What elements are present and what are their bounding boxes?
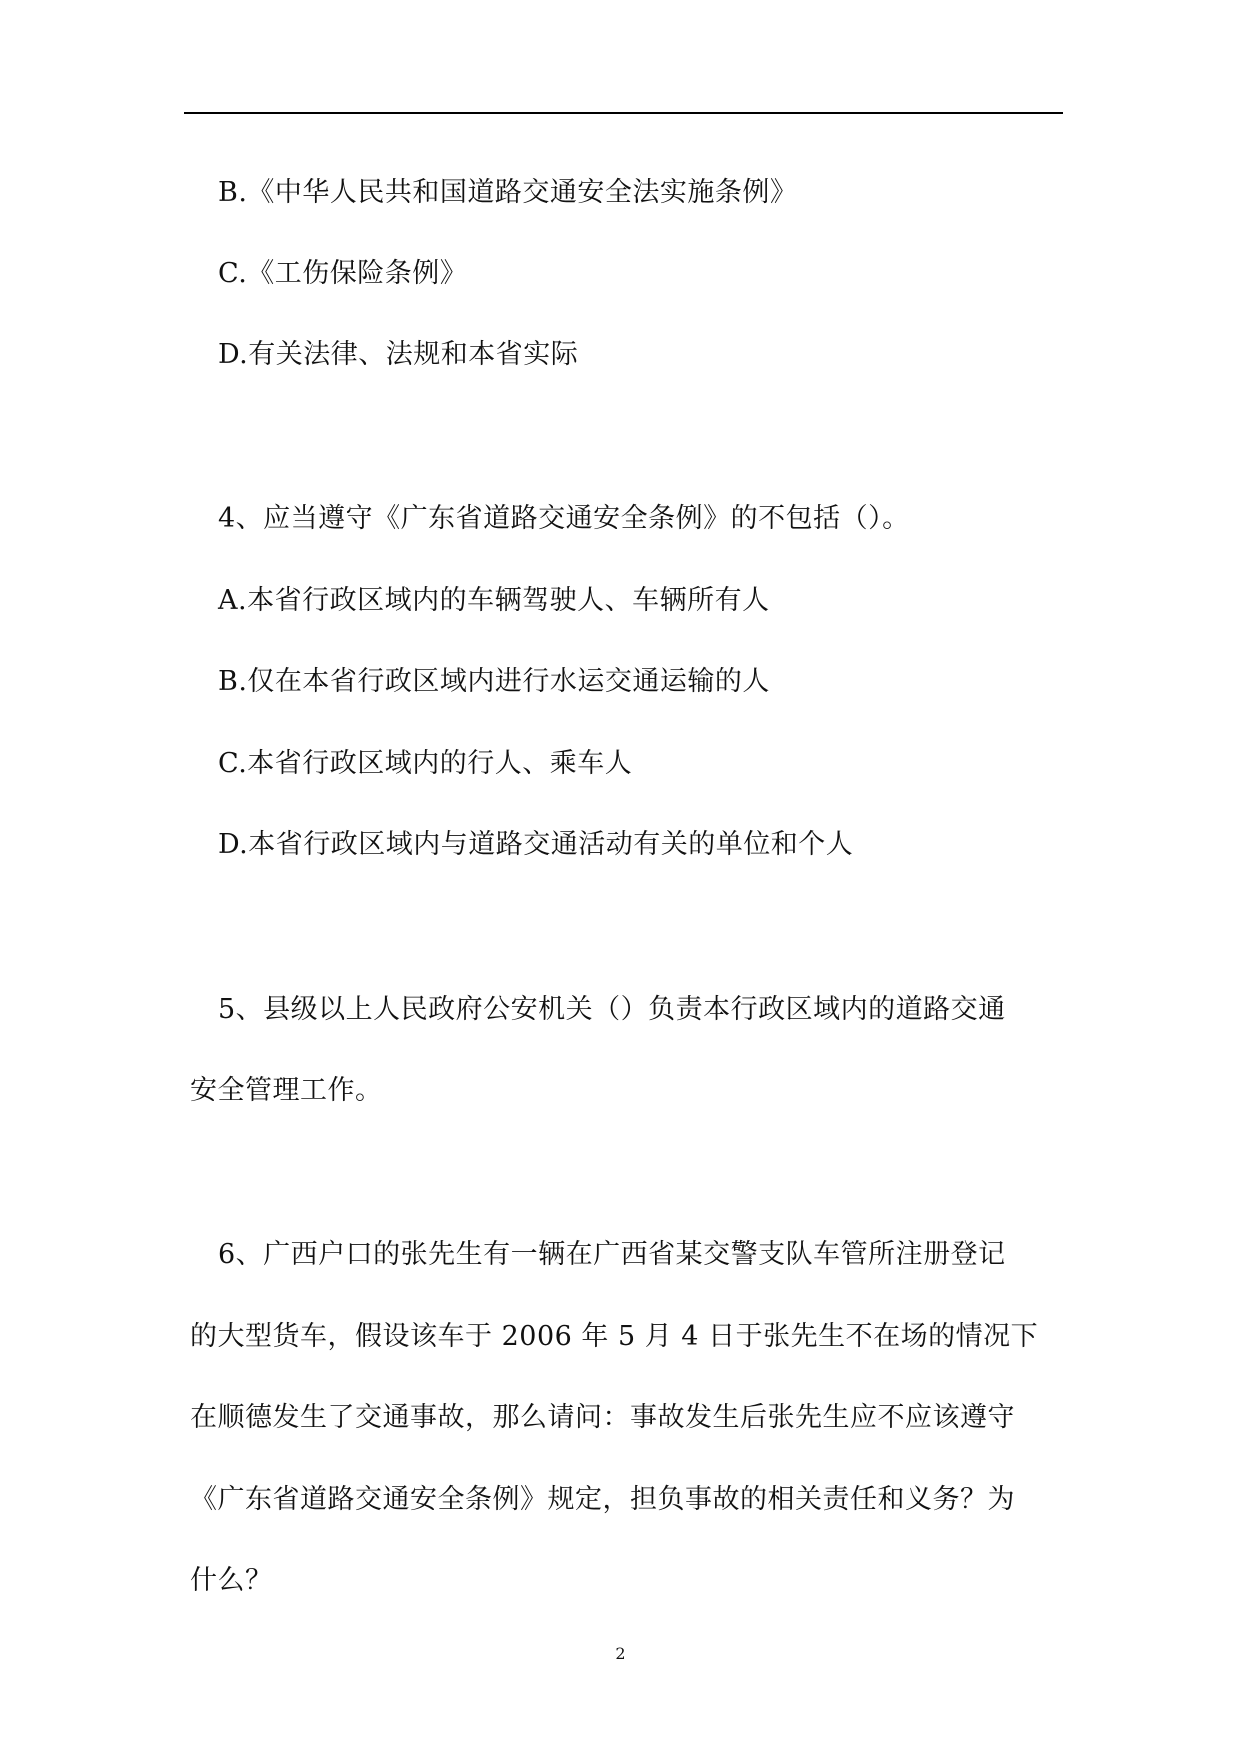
header-rule xyxy=(184,112,1063,114)
q6-line-1: 6、广西户口的张先生有一辆在广西省某交警支队车管所注册登记 xyxy=(218,1239,1006,1270)
q4-option-a: A.本省行政区域内的车辆驾驶人、车辆所有人 xyxy=(218,585,770,616)
q3-option-c: C.《工伤保险条例》 xyxy=(218,258,468,289)
q5-line-2: 安全管理工作。 xyxy=(190,1075,383,1106)
q6-line-5: 什么？ xyxy=(190,1565,273,1596)
q5-line-1: 5、县级以上人民政府公安机关（）负责本行政区域内的道路交通 xyxy=(218,994,1006,1025)
q4-question: 4、应当遵守《广东省道路交通安全条例》的不包括（）。 xyxy=(218,503,910,534)
q3-option-d: D.有关法律、法规和本省实际 xyxy=(218,339,579,370)
q4-option-b: B.仅在本省行政区域内进行水运交通运输的人 xyxy=(218,666,770,697)
q4-option-c: C.本省行政区域内的行人、乘车人 xyxy=(218,748,633,779)
q6-line-3: 在顺德发生了交通事故，那么请问：事故发生后张先生应不应该遵守 xyxy=(190,1402,1015,1433)
q6-line-4: 《广东省道路交通安全条例》规定，担负事故的相关责任和义务？为 xyxy=(190,1484,1015,1515)
q3-option-b: B.《中华人民共和国道路交通安全法实施条例》 xyxy=(218,177,798,208)
q6-line-2: 的大型货车，假设该车于 2006 年 5 月 4 日于张先生不在场的情况下 xyxy=(190,1321,1039,1352)
q4-option-d: D.本省行政区域内与道路交通活动有关的单位和个人 xyxy=(218,829,854,860)
page-number: 2 xyxy=(615,1644,626,1663)
